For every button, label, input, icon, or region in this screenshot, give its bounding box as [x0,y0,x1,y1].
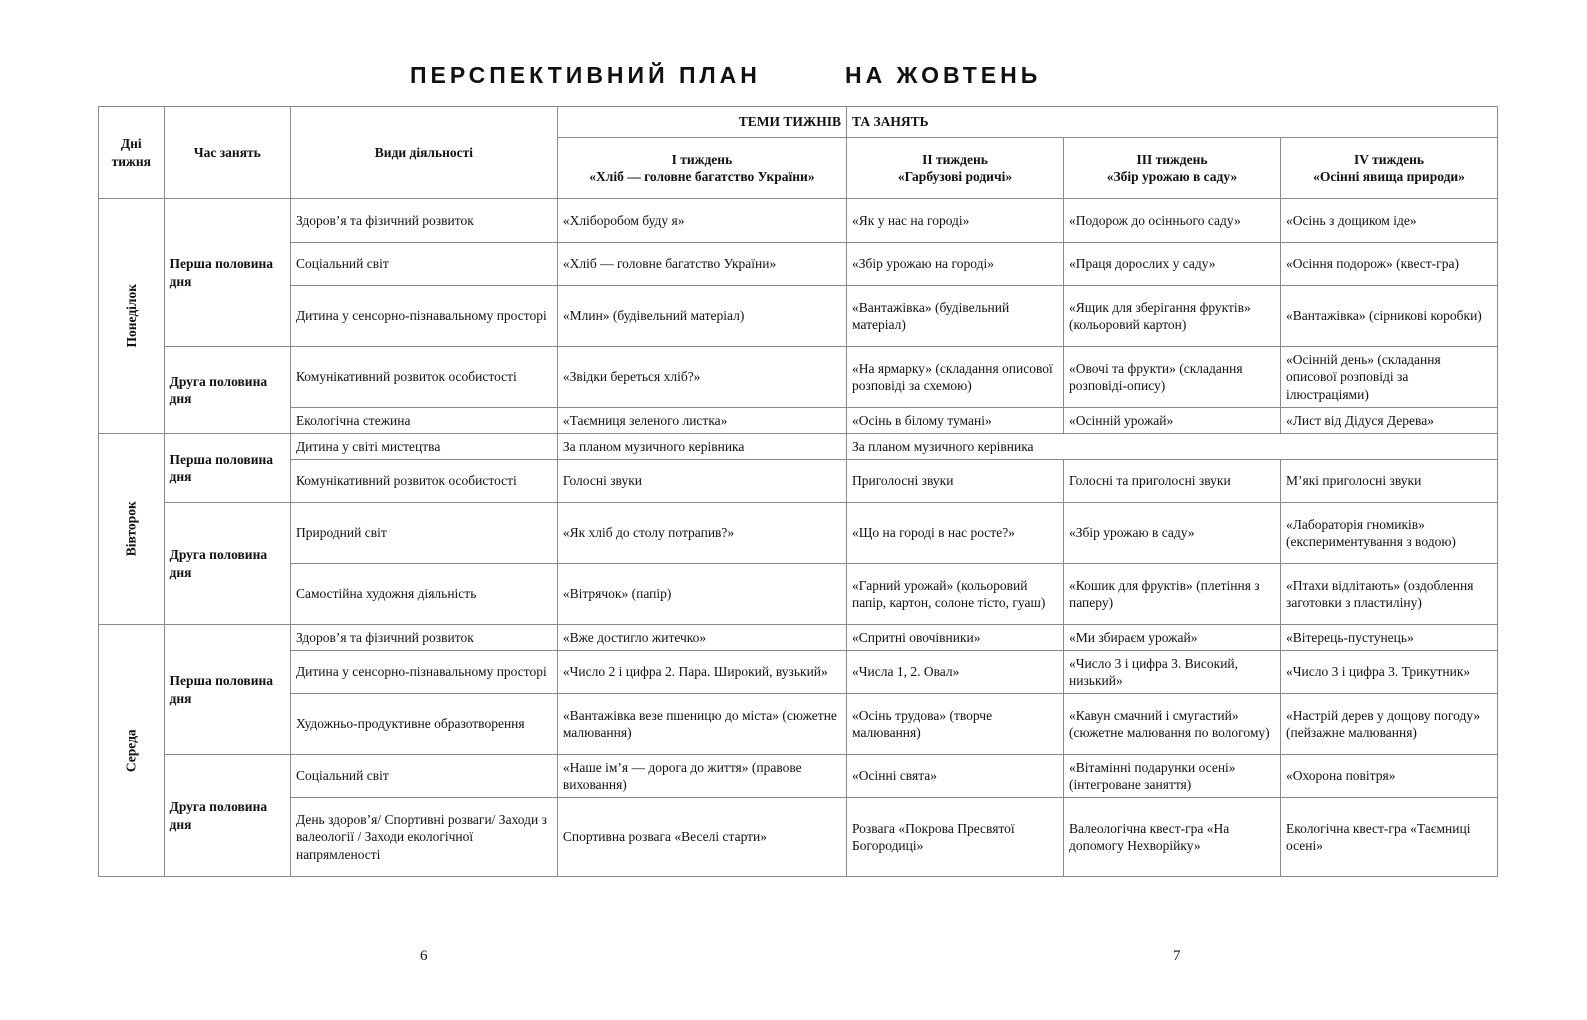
header-themes-continued: ТА ЗАНЯТЬ [847,107,1498,138]
week-3-theme: «Збір урожаю в саду» [1106,169,1238,184]
activity-cell: Дитина у сенсорно-пізнавальному просторі [290,651,557,694]
week-3-cell: «Вітамінні подарунки осені» (інтегроване заняття) [1064,755,1281,798]
week-4-cell: «Охорона повітря» [1281,755,1498,798]
week-1-cell: «Вже достигло житечко» [557,625,846,651]
week-3-cell: «Праця дорослих у саду» [1064,243,1281,286]
week-4-label: IV тиждень [1353,151,1425,167]
activity-cell: Самостійна художня діяльність [290,564,557,625]
activity-cell: Природний світ [290,503,557,564]
activity-cell: Дитина у світі мистецтва [290,434,557,460]
header-activities: Види діяльності [290,107,557,199]
activity-cell: Соціальний світ [290,755,557,798]
header-week-2 [847,138,1064,199]
half-second: Друга половина дня [164,347,290,434]
plan-table-right [846,106,1498,877]
day-label: Середа [123,729,139,772]
music-row-cell: За планом музичного керівника [847,434,1498,460]
week-2-cell: «Спритні овочівники» [847,625,1064,651]
half-first: Перша половина дня [164,199,290,347]
day-tuesday [99,434,165,625]
day-monday [99,199,165,434]
activity-cell: Комунікативний розвиток особистості [290,460,557,503]
week-3-cell: «Число 3 і цифра 3. Високий, низький» [1064,651,1281,694]
activity-cell: Комунікативний розвиток особистості [290,347,557,408]
week-3-cell: «Кавун смачний і смугастий» (сюжетне малювання по вологому) [1064,694,1281,755]
page-number-right: 7 [1173,948,1181,964]
header-themes: ТЕМИ ТИЖНІВ [557,107,846,138]
half-second: Друга половина дня [164,503,290,625]
week-1-cell: «Вітрячок» (папір) [557,564,846,625]
activity-cell: Здоров’я та фізичний розвиток [290,625,557,651]
week-1-cell: «Число 2 і цифра 2. Пара. Широкий, вузький» [557,651,846,694]
week-1-label: І тиждень [671,151,733,167]
header-week-4 [1281,138,1498,199]
week-2-cell: «На ярмарку» (складання описової розповіді за схемою) [847,347,1064,408]
header-time: Час занять [164,107,290,199]
week-2-cell: Приголосні звуки [847,460,1064,503]
week-1-cell: «Млин» (будівельний матеріал) [557,286,846,347]
activity-cell: День здоров’я/ Спортивні розваги/ Заходи з валеології / Заходи екологічної напрямленості [290,798,557,877]
week-1-cell: «Таємниця зеленого листка» [557,408,846,434]
activity-cell: Екологічна стежина [290,408,557,434]
week-4-cell: «Число 3 і цифра 3. Трикутник» [1281,651,1498,694]
week-4-theme: «Осінні явища природи» [1313,169,1465,184]
week-3-cell: «Ми збираєм урожай» [1064,625,1281,651]
week-1-theme: «Хліб — головне багатство України» [589,169,815,184]
week-3-cell: «Ящик для зберігання фруктів» (кольоровий картон) [1064,286,1281,347]
week-4-cell: «Птахи відлітають» (оздоблення заготовки з пластиліну) [1281,564,1498,625]
week-1-cell: «Наше ім’я — дорога до життя» (правове виховання) [557,755,846,798]
week-2-cell: «Числа 1, 2. Овал» [847,651,1064,694]
activity-cell: Художньо-продуктивне образотворення [290,694,557,755]
week-2-cell: «Осінні свята» [847,755,1064,798]
day-label: Вівторок [123,501,139,557]
half-first: Перша половина дня [164,625,290,755]
week-2-cell: «Вантажівка» (будівельний матеріал) [847,286,1064,347]
activity-cell: Соціальний світ [290,243,557,286]
header-week-1 [557,138,846,199]
week-2-cell: «Що на городі в нас росте?» [847,503,1064,564]
week-4-cell: «Осінній день» (складання описової розповіді за ілюстраціями) [1281,347,1498,408]
week-3-cell: «Кошик для фруктів» (плетіння з паперу) [1064,564,1281,625]
week-2-cell: «Осінь трудова» (творче малювання) [847,694,1064,755]
day-label: Понеділок [123,284,139,348]
week-1-cell: За планом музичного керівника [557,434,846,460]
week-1-cell: Голосні звуки [557,460,846,503]
week-4-cell: «Лабораторія гномиків» (експериментування з водою) [1281,503,1498,564]
week-4-cell: «Осіння подорож» (квест-гра) [1281,243,1498,286]
week-4-cell: «Настрій дерев у дощову погоду» (пейзажне малювання) [1281,694,1498,755]
week-4-cell: «Осінь з дощиком іде» [1281,199,1498,243]
week-4-cell: М’які приголосні звуки [1281,460,1498,503]
activity-cell: Здоров’я та фізичний розвиток [290,199,557,243]
week-3-label: ІІІ тиждень [1136,151,1208,167]
week-4-cell: «Лист від Дідуся Дерева» [1281,408,1498,434]
week-4-cell: Екологічна квест-гра «Таємниці осені» [1281,798,1498,877]
week-4-cell: «Вітерець-пустунець» [1281,625,1498,651]
week-3-cell: «Збір урожаю в саду» [1064,503,1281,564]
week-4-cell: «Вантажівка» (сірникові коробки) [1281,286,1498,347]
week-2-label: ІІ тиждень [922,151,988,167]
header-week-3 [1064,138,1281,199]
header-days: Дні тижня [99,107,165,199]
week-1-cell: «Хліборобом буду я» [557,199,846,243]
week-1-cell: «Звідки береться хліб?» [557,347,846,408]
title-right: НА ЖОВТЕНЬ [845,62,1042,88]
week-1-cell: Спортивна розвага «Веселі старти» [557,798,846,877]
week-1-cell: «Як хліб до столу потрапив?» [557,503,846,564]
day-wednesday [99,625,165,877]
half-first: Перша половина дня [164,434,290,503]
week-2-cell: «Гарний урожай» (кольоровий папір, картон, солоне тісто, гуаш) [847,564,1064,625]
week-3-cell: «Овочі та фрукти» (складання розповіді-опису) [1064,347,1281,408]
week-2-cell: «Збір урожаю на городі» [847,243,1064,286]
activity-cell: Дитина у сенсорно-пізнавальному просторі [290,286,557,347]
plan-table-left [98,106,847,877]
week-2-cell: Розвага «Покрова Пресвятої Богородиці» [847,798,1064,877]
week-1-cell: «Хліб — головне багатство України» [557,243,846,286]
week-3-cell: Голосні та приголосні звуки [1064,460,1281,503]
week-3-cell: «Подорож до осіннього саду» [1064,199,1281,243]
week-2-cell: «Як у нас на городі» [847,199,1064,243]
week-1-cell: «Вантажівка везе пшеницю до міста» (сюжетне малювання) [557,694,846,755]
title-left: ПЕРСПЕКТИВНИЙ ПЛАН [410,62,761,88]
week-3-cell: «Осінній урожай» [1064,408,1281,434]
half-second: Друга половина дня [164,755,290,877]
week-3-cell: Валеологічна квест-гра «На допомогу Нехворійку» [1064,798,1281,877]
week-2-theme: «Гарбузові родичі» [897,169,1013,184]
week-2-cell: «Осінь в білому тумані» [847,408,1064,434]
page-number-left: 6 [420,948,428,964]
